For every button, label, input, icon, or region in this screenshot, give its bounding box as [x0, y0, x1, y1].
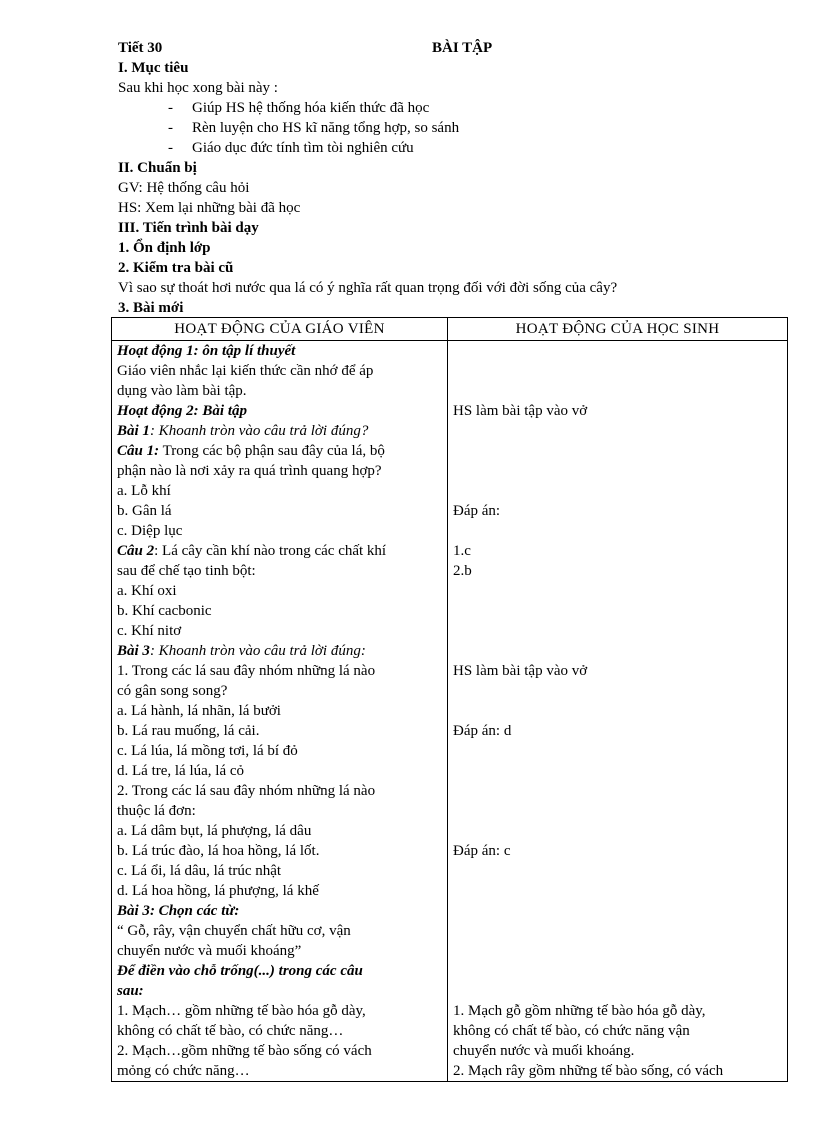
review-question: Vì sao sự thoát hơi nước qua lá có ý nghĩa rất quan trọng đối với đời sống của cây? [118, 280, 618, 296]
objectives-heading: I. Mục tiêu [118, 60, 189, 76]
step-1: 1. Ổn định lớp [118, 240, 211, 256]
step-2: 2. Kiểm tra bài cũ [118, 260, 234, 276]
preparation-heading: II. Chuẩn bị [118, 160, 197, 176]
objective-item: - Giáo dục đức tính tìm tòi nghiên cứu [168, 140, 414, 156]
preparation-hs: HS: Xem lại những bài đã học [118, 200, 301, 216]
process-heading: III. Tiến trình bài dạy [118, 220, 259, 236]
preparation-gv: GV: Hệ thống câu hỏi [118, 180, 250, 196]
activity-table [111, 317, 788, 1082]
teacher-activities: Hoạt động 1: ôn tập lí thuyết Giáo viên nhắc lại kiến thức cần nhớ để áp dụng vào làm bài tập. Hoạt động 2: Bài tập Bài 1: Khoanh tròn vào câu trả lời đúng? Câu 1: Trong các bộ phận sau đây của lá, bộ phận nào là nơi xảy ra quá trình quang hợp? a. Lỗ khí b. Gân lá c. Diệp lục Câu 2: Lá cây cần khí nào trong các chất khí sau để chế tạo tinh bột: a. Khí oxi b. Khí cacbonic c. Khí nitơ Bài 3: Khoanh tròn vào câu trả lời đúng: 1. Trong các lá sau đây nhóm những lá nào có gân song song? a. Lá hành, lá nhãn, lá bưởi b. Lá rau muống, lá cải. c. Lá lúa, lá mồng tơi, lá bí đỏ d. Lá tre, lá lúa, lá cỏ 2. Trong các lá sau đây nhóm những lá nào thuộc lá đơn: a. Lá dâm bụt, lá phượng, lá dâu b. Lá trúc đào, lá hoa hồng, lá lốt. c. Lá ổi, lá dâu, lá trúc nhật d. Lá hoa hồng, lá phượng, lá khế Bài 3: Chọn các từ: “ Gỗ, rây, vận chuyển chất hữu cơ, vận chuyển nước và muối khoáng” Để điền vào chỗ trống(...) trong các câu sau: 1. Mạch… gồm những tế bào hóa gỗ dày, không có chất tế bào, có chức năng… 2. Mạch…gồm những tế bào sống có vách mỏng có chức năng… [112, 341, 448, 1082]
lesson-number: Tiết 30 [118, 40, 163, 56]
step-3: 3. Bài mới [118, 300, 184, 316]
table-header-row [112, 318, 788, 341]
header-row [118, 38, 738, 58]
objective-item: - Giúp HS hệ thống hóa kiến thức đã học [168, 100, 430, 116]
teacher-column-header: HOẠT ĐỘNG CỦA GIÁO VIÊN [112, 318, 448, 341]
student-column-header: HOẠT ĐỘNG CỦA HỌC SINH [448, 318, 788, 341]
student-activities: HS làm bài tập vào vở Đáp án: 1.c 2.b HS làm bài tập vào vở Đáp án: d Đáp án: c 1. Mạch gỗ gồm những tế bào hóa gỗ dày, không có chất tế bào, có chức năng vận chuyển nước và muối khoáng. 2. Mạch rây gồm những tế bào sống, có vách [448, 341, 788, 1082]
objectives-intro: Sau khi học xong bài này : [118, 80, 278, 96]
objective-item: - Rèn luyện cho HS kĩ năng tổng hợp, so sánh [168, 120, 460, 136]
table-row [112, 341, 788, 1082]
page-title: BÀI TẬP [432, 40, 493, 56]
